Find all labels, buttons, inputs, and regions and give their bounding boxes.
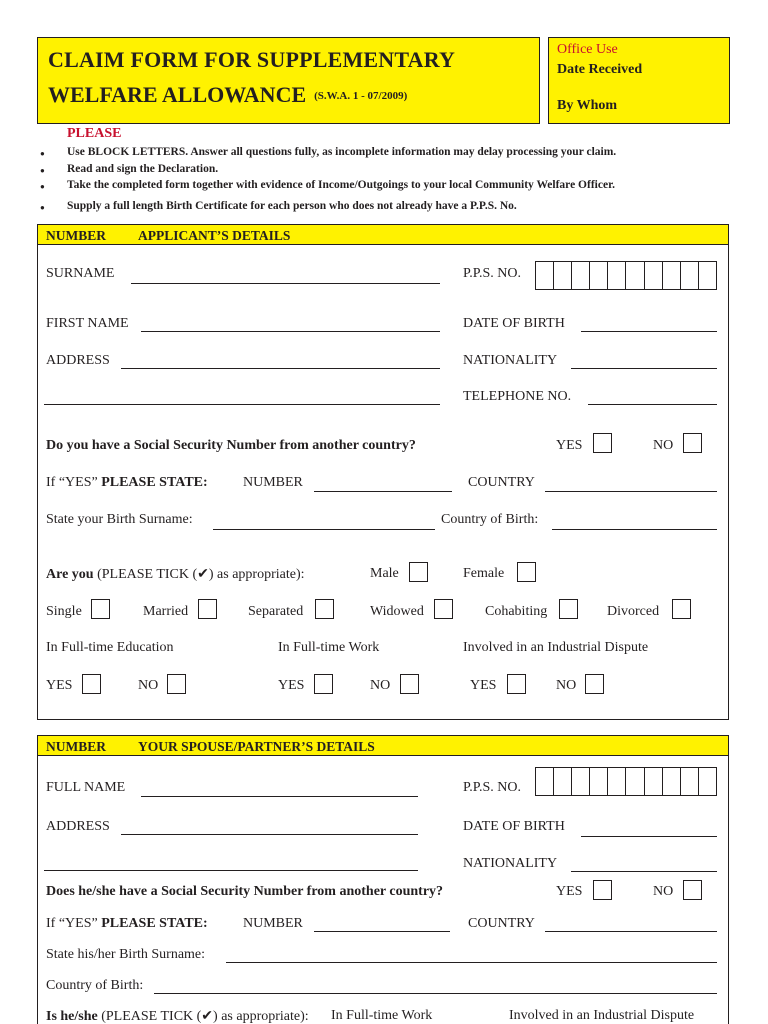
bullet-icon: ● xyxy=(40,182,45,191)
pps-digit-box[interactable] xyxy=(554,262,572,289)
surname-field[interactable] xyxy=(131,283,440,284)
form-title-box xyxy=(37,37,540,124)
ssn-yes-checkbox[interactable] xyxy=(593,433,612,453)
spouse-dob-label: DATE OF BIRTH xyxy=(463,819,565,834)
ssn-no-label: NO xyxy=(653,438,674,453)
bullet-icon: ● xyxy=(40,149,45,158)
spouse-ssn-number-label: NUMBER xyxy=(243,916,303,931)
female-checkbox[interactable] xyxy=(517,562,536,582)
pps-digit-box[interactable] xyxy=(608,262,626,289)
spouse-nationality-field[interactable] xyxy=(571,871,717,872)
dob-label: DATE OF BIRTH xyxy=(463,316,565,331)
is-he-she-label xyxy=(46,1008,309,1024)
ssn-number-label: NUMBER xyxy=(243,475,303,490)
marital-single-label: Single xyxy=(46,604,82,619)
form-title-line2-text: WELFARE ALLOWANCE xyxy=(48,82,307,107)
spouse-ssn-country-label: COUNTRY xyxy=(468,916,535,931)
pps-digit-box[interactable] xyxy=(626,768,644,795)
spouse-full-time-work-label: In Full-time Work xyxy=(331,1008,433,1023)
office-use-label: Office Use xyxy=(557,42,618,57)
instruction-item: Use BLOCK LETTERS. Answer all questions fully, as incomplete information may delay processing your claim. xyxy=(67,146,617,158)
dispute-no-label: NO xyxy=(556,678,577,693)
form-title-line1: CLAIM FORM FOR SUPPLEMENTARY xyxy=(48,47,456,72)
spouse-ssn-yes-checkbox[interactable] xyxy=(593,880,612,900)
spouse-ssn-yes-label: YES xyxy=(556,884,583,899)
spouse-birth-surname-field[interactable] xyxy=(226,962,717,963)
education-yes-checkbox[interactable] xyxy=(82,674,101,694)
country-of-birth-field[interactable] xyxy=(552,529,717,530)
education-yes-label: YES xyxy=(46,678,73,693)
instruction-item: Take the completed form together with evidence of Income/Outgoings to your local Community Welfare Officer. xyxy=(67,179,615,191)
birth-surname-field[interactable] xyxy=(213,529,435,530)
industrial-dispute-label: Involved in an Industrial Dispute xyxy=(463,640,649,655)
male-checkbox[interactable] xyxy=(409,562,428,582)
spouse-dob-field[interactable] xyxy=(581,836,717,837)
address-line2-field[interactable] xyxy=(44,404,440,405)
bullet-icon: ● xyxy=(40,166,45,175)
part1-title: APPLICANT’S DETAILS xyxy=(138,228,291,243)
pps-digit-box[interactable] xyxy=(681,768,699,795)
ssn-country-label: COUNTRY xyxy=(468,475,535,490)
pps-digit-box[interactable] xyxy=(572,768,590,795)
marital-widowed-label: Widowed xyxy=(370,604,424,619)
widowed-checkbox[interactable] xyxy=(434,599,453,619)
are-you-label xyxy=(46,566,305,583)
part2-header xyxy=(38,736,728,756)
part2-title: YOUR SPOUSE/PARTNER’S DETAILS xyxy=(138,739,375,754)
pps-digit-box[interactable] xyxy=(608,768,626,795)
spouse-nationality-label: NATIONALITY xyxy=(463,856,558,871)
spouse-pps-label: P.P.S. NO. xyxy=(463,780,521,795)
nationality-field[interactable] xyxy=(571,368,717,369)
surname-label: SURNAME xyxy=(46,266,115,281)
work-yes-checkbox[interactable] xyxy=(314,674,333,694)
first-name-field[interactable] xyxy=(141,331,440,332)
is-he-she-text: Is he/she xyxy=(46,1009,98,1024)
full-time-education-label: In Full-time Education xyxy=(46,640,174,655)
spouse-please-tick-text: (PLEASE TICK (✔) as appropriate): xyxy=(101,1009,309,1024)
ssn-question: Do you have a Social Security Number from another country? xyxy=(46,438,416,453)
dispute-yes-label: YES xyxy=(470,678,497,693)
spouse-country-of-birth-field[interactable] xyxy=(154,993,717,994)
country-of-birth-label: Country of Birth: xyxy=(441,512,539,527)
marital-divorced-label: Divorced xyxy=(607,604,660,619)
bullet-icon: ● xyxy=(40,203,45,212)
marital-cohabiting-label: Cohabiting xyxy=(485,604,548,619)
part1-header xyxy=(38,225,728,245)
spouse-birth-surname-label: State his/her Birth Surname: xyxy=(46,947,206,962)
spouse-address-field[interactable] xyxy=(121,834,418,835)
separated-checkbox[interactable] xyxy=(315,599,334,619)
spouse-please-state-label: PLEASE STATE: xyxy=(101,916,208,931)
form-code: (S.W.A. 1 - 07/2009) xyxy=(314,90,408,102)
dispute-no-checkbox[interactable] xyxy=(585,674,604,694)
pps-number-boxes[interactable] xyxy=(535,261,717,290)
pps-digit-box[interactable] xyxy=(663,768,681,795)
dob-field[interactable] xyxy=(581,331,717,332)
divorced-checkbox[interactable] xyxy=(672,599,691,619)
spouse-address-label: ADDRESS xyxy=(46,819,110,834)
spouse-ssn-country-field[interactable] xyxy=(545,931,717,932)
married-checkbox[interactable] xyxy=(198,599,217,619)
first-name-label: FIRST NAME xyxy=(46,316,129,331)
spouse-country-of-birth-label: Country of Birth: xyxy=(46,978,144,993)
pps-digit-box[interactable] xyxy=(554,768,572,795)
marital-separated-label: Separated xyxy=(248,604,304,619)
cohabiting-checkbox[interactable] xyxy=(559,599,578,619)
pps-digit-box[interactable] xyxy=(536,768,554,795)
pps-label: P.P.S. NO. xyxy=(463,266,521,281)
date-received-label: Date Received xyxy=(557,62,643,77)
telephone-label: TELEPHONE NO. xyxy=(463,389,572,404)
ssn-yes-label: YES xyxy=(556,438,583,453)
birth-surname-label: State your Birth Surname: xyxy=(46,512,193,527)
work-yes-label: YES xyxy=(278,678,305,693)
address-field[interactable] xyxy=(121,368,440,369)
spouse-if-yes-prefix: If “YES” xyxy=(46,916,98,931)
spouse-address-line2-field[interactable] xyxy=(44,870,418,871)
address-label: ADDRESS xyxy=(46,353,110,368)
ssn-country-field[interactable] xyxy=(545,491,717,492)
office-use-box xyxy=(548,37,730,124)
male-label: Male xyxy=(370,566,399,581)
pps-digit-box[interactable] xyxy=(699,262,716,289)
part1-number: NUMBER xyxy=(46,228,106,243)
spouse-full-name-label: FULL NAME xyxy=(46,780,126,795)
pps-digit-box[interactable] xyxy=(681,262,699,289)
instruction-item: Read and sign the Declaration. xyxy=(67,163,219,175)
if-yes-label xyxy=(46,475,208,491)
ssn-no-checkbox[interactable] xyxy=(683,433,702,453)
marital-married-label: Married xyxy=(143,604,189,619)
part2-number: NUMBER xyxy=(46,739,106,754)
part1-section xyxy=(37,224,729,720)
telephone-field[interactable] xyxy=(588,404,717,405)
pps-digit-box[interactable] xyxy=(699,768,716,795)
form-title-line2 xyxy=(48,82,407,108)
pps-digit-box[interactable] xyxy=(590,262,608,289)
work-no-checkbox[interactable] xyxy=(400,674,419,694)
dispute-yes-checkbox[interactable] xyxy=(507,674,526,694)
if-yes-prefix: If “YES” xyxy=(46,475,98,490)
part2-section xyxy=(37,735,729,1024)
are-you-text: Are you xyxy=(46,567,94,582)
please-heading: PLEASE xyxy=(67,126,122,141)
pps-digit-box[interactable] xyxy=(626,262,644,289)
please-tick-text: (PLEASE TICK (✔) as appropriate): xyxy=(97,567,305,582)
female-label: Female xyxy=(463,566,505,581)
spouse-full-name-field[interactable] xyxy=(141,796,418,797)
education-no-checkbox[interactable] xyxy=(167,674,186,694)
single-checkbox[interactable] xyxy=(91,599,110,619)
education-no-label: NO xyxy=(138,678,159,693)
nationality-label: NATIONALITY xyxy=(463,353,558,368)
pps-digit-box[interactable] xyxy=(663,262,681,289)
pps-digit-box[interactable] xyxy=(572,262,590,289)
spouse-pps-number-boxes[interactable] xyxy=(535,767,717,796)
pps-digit-box[interactable] xyxy=(645,768,663,795)
work-no-label: NO xyxy=(370,678,391,693)
pps-digit-box[interactable] xyxy=(536,262,554,289)
pps-digit-box[interactable] xyxy=(645,262,663,289)
spouse-if-yes-label xyxy=(46,916,208,932)
spouse-ssn-no-checkbox[interactable] xyxy=(683,880,702,900)
spouse-industrial-dispute-label: Involved in an Industrial Dispute xyxy=(509,1008,695,1023)
instruction-item: Supply a full length Birth Certificate for each person who does not already have a P.P.S. No. xyxy=(67,200,517,212)
ssn-number-field[interactable] xyxy=(314,491,452,492)
spouse-ssn-number-field[interactable] xyxy=(314,931,450,932)
spouse-ssn-no-label: NO xyxy=(653,884,674,899)
by-whom-label: By Whom xyxy=(557,98,618,113)
spouse-ssn-question: Does he/she have a Social Security Number from another country? xyxy=(46,884,444,899)
pps-digit-box[interactable] xyxy=(590,768,608,795)
please-state-label: PLEASE STATE: xyxy=(101,475,208,490)
full-time-work-label: In Full-time Work xyxy=(278,640,380,655)
